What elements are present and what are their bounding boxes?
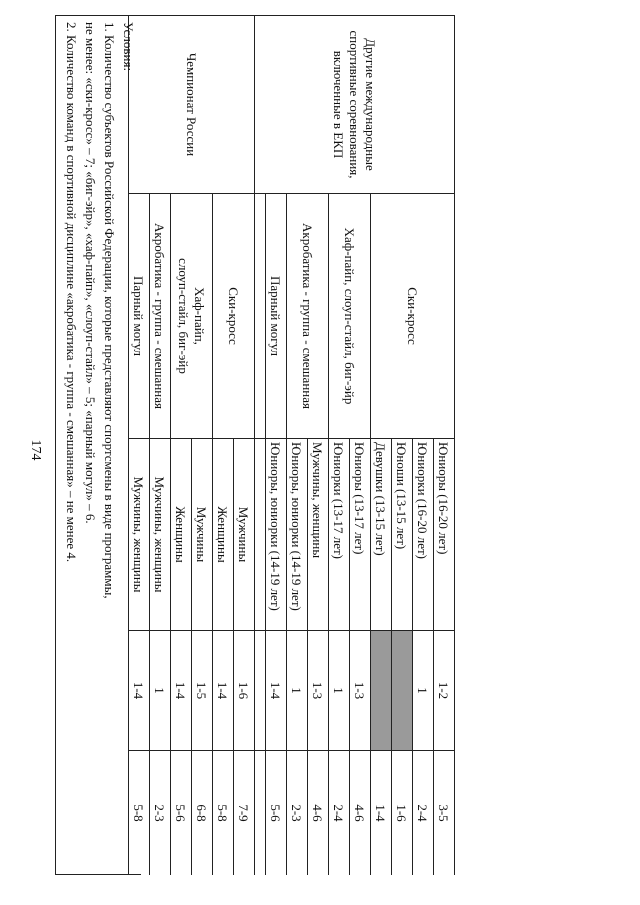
count-cell: 1-4 (371, 751, 392, 876)
count-cell: 2-4 (413, 751, 434, 876)
discipline-cell: Ски-кросс (213, 194, 255, 439)
age-cell: 1-5 (192, 631, 213, 751)
count-cell: 5-8 (213, 751, 234, 876)
competition-name-cell (255, 16, 455, 194)
age-cell: 1-3 (350, 631, 371, 751)
shaded-age-cell (392, 631, 413, 751)
group-cell: Юниоры, юниорки (14-19 лет) (287, 439, 308, 631)
age-cell: 1-2 (434, 631, 455, 751)
table-container (55, 15, 455, 875)
count-cell: 4-6 (350, 751, 371, 876)
discipline-cell: Акробатика - группа - смешанная (287, 194, 329, 439)
age-cell: 1-4 (213, 631, 234, 751)
age-cell: 1-4 (129, 631, 150, 751)
age-cell: 1 (329, 631, 350, 751)
group-cell: Мужчины (192, 439, 213, 631)
discipline-line: Хаф-пайп, (192, 287, 208, 345)
group-cell: Юниорки (16-20 лет) (413, 439, 434, 631)
competition-name-line: Другие международные (363, 38, 379, 171)
group-cell: Юниоры (16-20 лет) (434, 439, 455, 631)
group-cell: Девушки (13-15 лет) (371, 439, 392, 631)
group-cell: Юноши (13-15 лет) (392, 439, 413, 631)
group-cell: Женщины (171, 439, 192, 631)
table-row (434, 16, 455, 876)
discipline-cell: Акробатика - группа - смешанная (150, 194, 171, 439)
count-cell: 1-6 (392, 751, 413, 876)
age-cell: 1 (287, 631, 308, 751)
condition-line: 1. Количество субъектов Российской Федерации, которые представляют спортсмены в виде программы, (102, 22, 117, 599)
group-cell: Юниорки (13-17 лет) (329, 439, 350, 631)
page-number: 174 (28, 439, 43, 461)
discipline-cell: Ски-кросс (371, 194, 455, 439)
group-cell: Юниоры (13-17 лет) (350, 439, 371, 631)
rotated-page-content (55, 15, 455, 875)
discipline-cell: Хаф-пайп, слоуп-стайл, биг-эйр (329, 194, 371, 439)
group-cell: Мужчины, женщины (150, 439, 171, 631)
condition-line: 2. Количество команд в спортивной дисциплине «акробатика - группа - смешанная» – не менее 4. (64, 22, 79, 563)
count-cell: 2-3 (150, 751, 171, 876)
group-cell: Юниоры, юниорки (14-19 лет) (266, 439, 287, 631)
group-cell: Женщины (213, 439, 234, 631)
discipline-line: слоуп-стайл, биг-эйр (176, 258, 192, 374)
age-cell: 1-4 (266, 631, 287, 751)
count-cell: 5-6 (171, 751, 192, 876)
conditions-title: Условия: (121, 22, 136, 72)
count-cell: 4-6 (308, 751, 329, 876)
count-cell: 2-4 (329, 751, 350, 876)
competition-name-cell: Чемпионат России (129, 16, 255, 194)
competition-name-line: включенные в ЕКП (331, 50, 347, 159)
competition-table (128, 15, 455, 875)
condition-line: не менее: «ски-кросс» – 7; «биг-эйр», «хаф-пайп», «слоуп-стайл» – 5; «парный могул» – 6. (83, 22, 98, 524)
age-cell: 1 (150, 631, 171, 751)
discipline-cell: Парный могул (129, 194, 150, 439)
conditions-block (55, 15, 141, 875)
count-cell: 2-3 (287, 751, 308, 876)
count-cell: 5-6 (266, 751, 287, 876)
group-cell: Мужчины, женщины (129, 439, 150, 631)
count-cell: 7-9 (234, 751, 255, 876)
table-row (234, 16, 255, 876)
shaded-age-cell (371, 631, 392, 751)
count-cell: 6-8 (192, 751, 213, 876)
competition-name-line: спортивные соревнования, (347, 30, 363, 179)
discipline-cell: Парный могул (266, 194, 287, 439)
age-cell: 1 (413, 631, 434, 751)
group-cell: Мужчины (234, 439, 255, 631)
count-cell: 5-8 (129, 751, 150, 876)
age-cell: 1-6 (234, 631, 255, 751)
group-cell: Мужчины, женщины (308, 439, 329, 631)
age-cell: 1-3 (308, 631, 329, 751)
age-cell: 1-4 (171, 631, 192, 751)
count-cell: 3-5 (434, 751, 455, 876)
discipline-cell (171, 194, 213, 439)
